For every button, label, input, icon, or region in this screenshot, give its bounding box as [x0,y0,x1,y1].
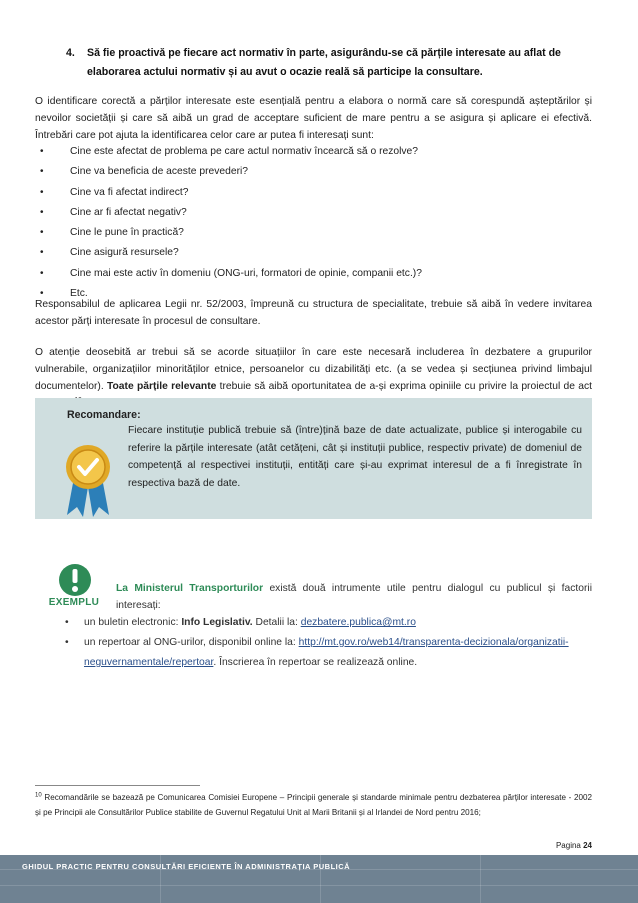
bullet-icon: • [65,617,69,628]
questions-list [35,142,592,304]
footer-title: GHIDUL PRACTIC PENTRU CONSULTĂRI EFICIENTE ÎN ADMINISTRAȚIA PUBLICĂ [22,862,351,871]
bullet-icon: • [40,206,44,218]
footer-banner [0,855,638,903]
emphasis-text: Toate părțile relevante [106,381,217,392]
bullet-icon: • [40,227,44,239]
list-item: • Cine este afectat de problema pe care actul normativ încearcă să o rezolve? [35,142,592,162]
ministry-name: La Ministerul Transporturilor [116,583,264,594]
bullet-icon: • [40,166,44,178]
bullet-icon: • [40,186,44,198]
email-link[interactable]: dezbatere.publica@mt.ro [300,617,416,628]
item-text-line2: elaborarea actului normativ și au avut o ocazie reală să participe la consultare. [87,66,483,78]
bullet-icon: • [65,637,69,648]
recommendation-text: Fiecare instituție publică trebuie să (între)țină baze de date actualizate, publice și interogabile cu referire la părțile interesate (atât cetățeni, cât și instituții publice, respectiv private) de domeniul de competență al respectivei instituții, entități care și-au exprimat interesul de a fi înregistrate în respectiva bază de date. [128,425,582,489]
repertoar-link[interactable]: http://mt.gov.ro/web14/transparenta-decizionala/organizatii-neguvernamentale/repertoar [84,637,569,668]
bullet-icon: • [40,247,44,259]
list-item: • Cine ar fi afectat negativ? [35,203,592,223]
award-medal-icon [63,443,113,518]
page-number: Pagina 24 [555,841,592,850]
footnote-number: 10 [35,792,42,799]
list-item: • Cine asigură resursele? [35,243,592,263]
footnote-divider [35,785,200,786]
list-item: • Cine le pune în practică? [35,223,592,243]
example-list [63,613,592,673]
list-item: • Cine mai este activ în domeniu (ONG-uri, formatori de opinie, companii etc.)? [35,264,592,284]
bullet-icon: • [40,288,44,300]
list-item: • Cine va fi afectat indirect? [35,183,592,203]
list-item: • Etc. [35,284,592,304]
example-icon-label: EXEMPLU [48,597,100,608]
footnote: $^{10}$ Recomandările se bazează pe Comunicarea Comisiei Europene – Principii generale și standarde minimale pentru dezbaterea părților interesate - 2002 și pe Principii ale Consultărilor Publice stabilite de Guvernul Regatului Unit al Marii Britanii și al Irlandei de Nord pentru 2016; [35,792,592,817]
bullet-icon: • [40,267,44,279]
recommendation-box [35,398,592,519]
item-number: 4. [66,47,75,59]
paragraph-vulnerable-groups: O atenție deosebită ar trebui să se acorde situațiilor în care este necesară includerea în dezbatere a grupurilor vulnerabile, organizațiilor minorităților etnice, persoanelor cu dizabilități etc. (a se vedea și secțiunea privind limbajul documentelor). Toate părțile relevante trebuie să aibă oportunitatea de a-și exprima opiniile cu privire la proiectul de act [35,344,592,412]
item-4-heading [66,44,592,82]
paragraph-responsible: Responsabilul de aplicarea Legii nr. 52/2003, împreună cu structura de specialitate, trebuie să aibă în vedere invitarea acestor părți interesate în procesul de consultare. [35,299,592,327]
recommendation-title: Recomandare: [67,409,141,421]
list-item: • un buletin electronic: Info Legislativ. Detalii la: dezbatere.publica@mt.ro [63,613,592,633]
bullet-icon: • [40,146,44,157]
item-text-line1: Să fie proactivă pe fiecare act normativ în parte, asigurându-se că părțile interesate au aflat de [87,47,561,59]
paragraph-identification: O identificare corectă a părților interesate este esențială pentru a elabora o normă care să corespundă așteptărilor și nevoilor societății și care să aibă un grad de acceptare suficient de mare pentru a se asigura și aplicare ei efectivă. Întrebări care pot ajuta la identificarea celor care ar putea fi interesați sunt: [35,96,592,141]
example-intro: La Ministerul Transporturilor există două intrumente utile pentru dialogul cu publicul și factorii interesați: [116,583,592,611]
list-item: • Cine va beneficia de aceste prevederi? [35,162,592,182]
list-item: • un repertoar al ONG-urilor, disponibil online la: http://mt.gov.ro/web14/transparenta-decizionala/organizatii-neguvernamentale/repertoar. Înscrierea în repertoar se realizează online. [63,633,592,673]
